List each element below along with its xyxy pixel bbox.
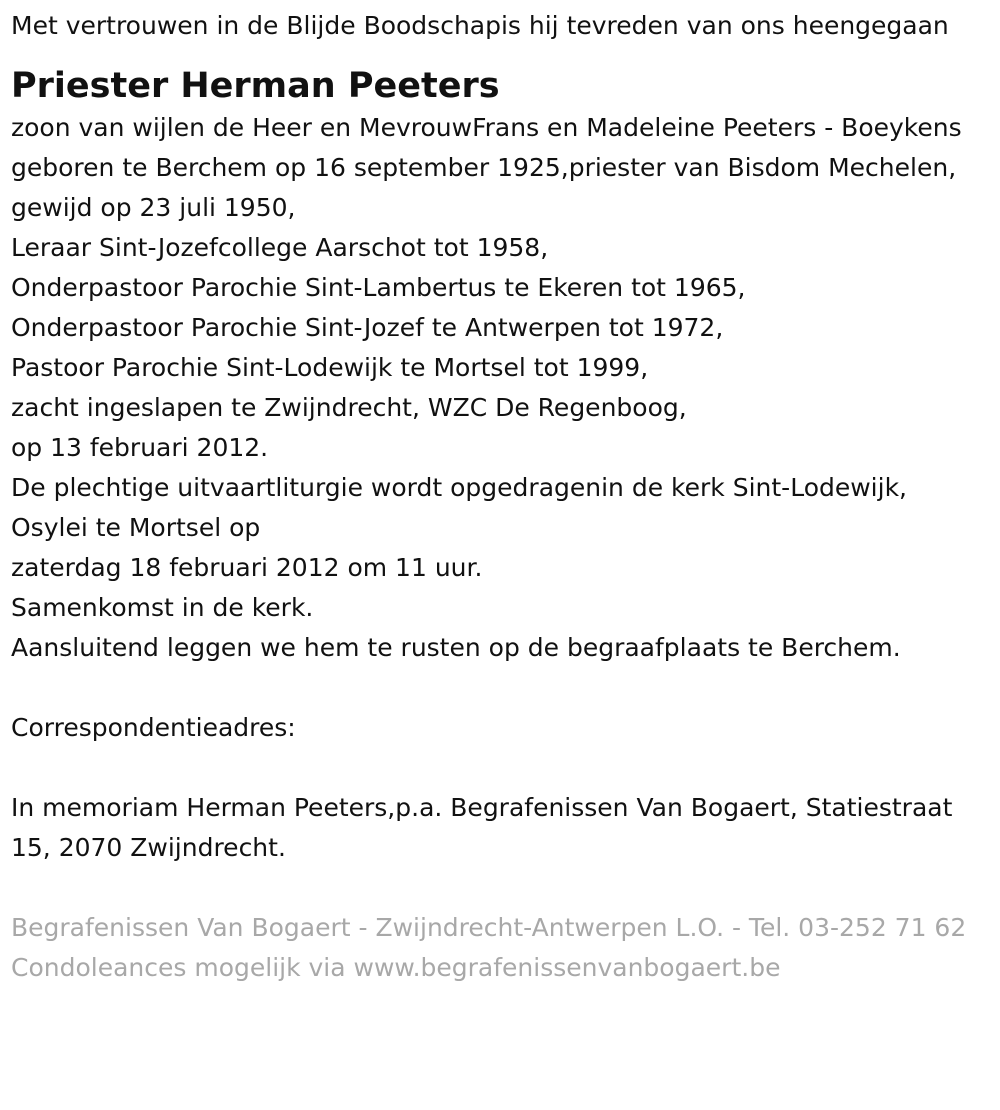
parents-line: zoon van wijlen de Heer en MevrouwFrans en Madeleine Peeters - Boeykens: [11, 113, 962, 142]
gathering-line: Samenkomst in de kerk.: [11, 593, 314, 622]
spacer: [11, 748, 986, 788]
funeral-date-line: zaterdag 18 februari 2012 om 11 uur.: [11, 553, 483, 582]
career-line: Leraar Sint-Jozefcollege Aarschot tot 1958,: [11, 233, 549, 262]
footer-text: Begrafenissen Van Bogaert - Zwijndrecht-Antwerpen L.O. - Tel. 03-252 71 62 Condoleances mogelijk via www.begrafenissenvanbogaert.be: [11, 913, 967, 982]
intro-text: Met vertrouwen in de Blijde Boodschapis hij tevreden van ons heengegaan: [11, 11, 949, 40]
deceased-name: Priester Herman Peeters: [11, 66, 500, 106]
career-line: Onderpastoor Parochie Sint-Lambertus te Ekeren tot 1965,: [11, 273, 746, 302]
career-line: Pastoor Parochie Sint-Lodewijk te Mortsel tot 1999,: [11, 353, 649, 382]
birth-line: geboren te Berchem op 16 september 1925,priester van Bisdom Mechelen, gewijd op 23 juli 1950,: [11, 153, 957, 222]
correspondence-address: In memoriam Herman Peeters,p.a. Begrafenissen Van Bogaert, Statiestraat 15, 2070 Zwijndrecht.: [11, 793, 953, 862]
career-line: Onderpastoor Parochie Sint-Jozef te Antwerpen tot 1972,: [11, 313, 724, 342]
burial-line: Aansluitend leggen we hem te rusten op de begraafplaats te Berchem.: [11, 633, 901, 662]
correspondence-label: Correspondentieadres:: [11, 713, 296, 742]
funeral-line: De plechtige uitvaartliturgie wordt opgedragenin de kerk Sint-Lodewijk, Osylei te Mortsel op: [11, 473, 907, 542]
spacer: [11, 668, 986, 708]
obituary-body: [11, 108, 986, 868]
obituary-document: [11, 6, 986, 988]
death-place-line: zacht ingeslapen te Zwijndrecht, WZC De Regenboog,: [11, 393, 687, 422]
death-date-line: op 13 februari 2012.: [11, 433, 269, 462]
